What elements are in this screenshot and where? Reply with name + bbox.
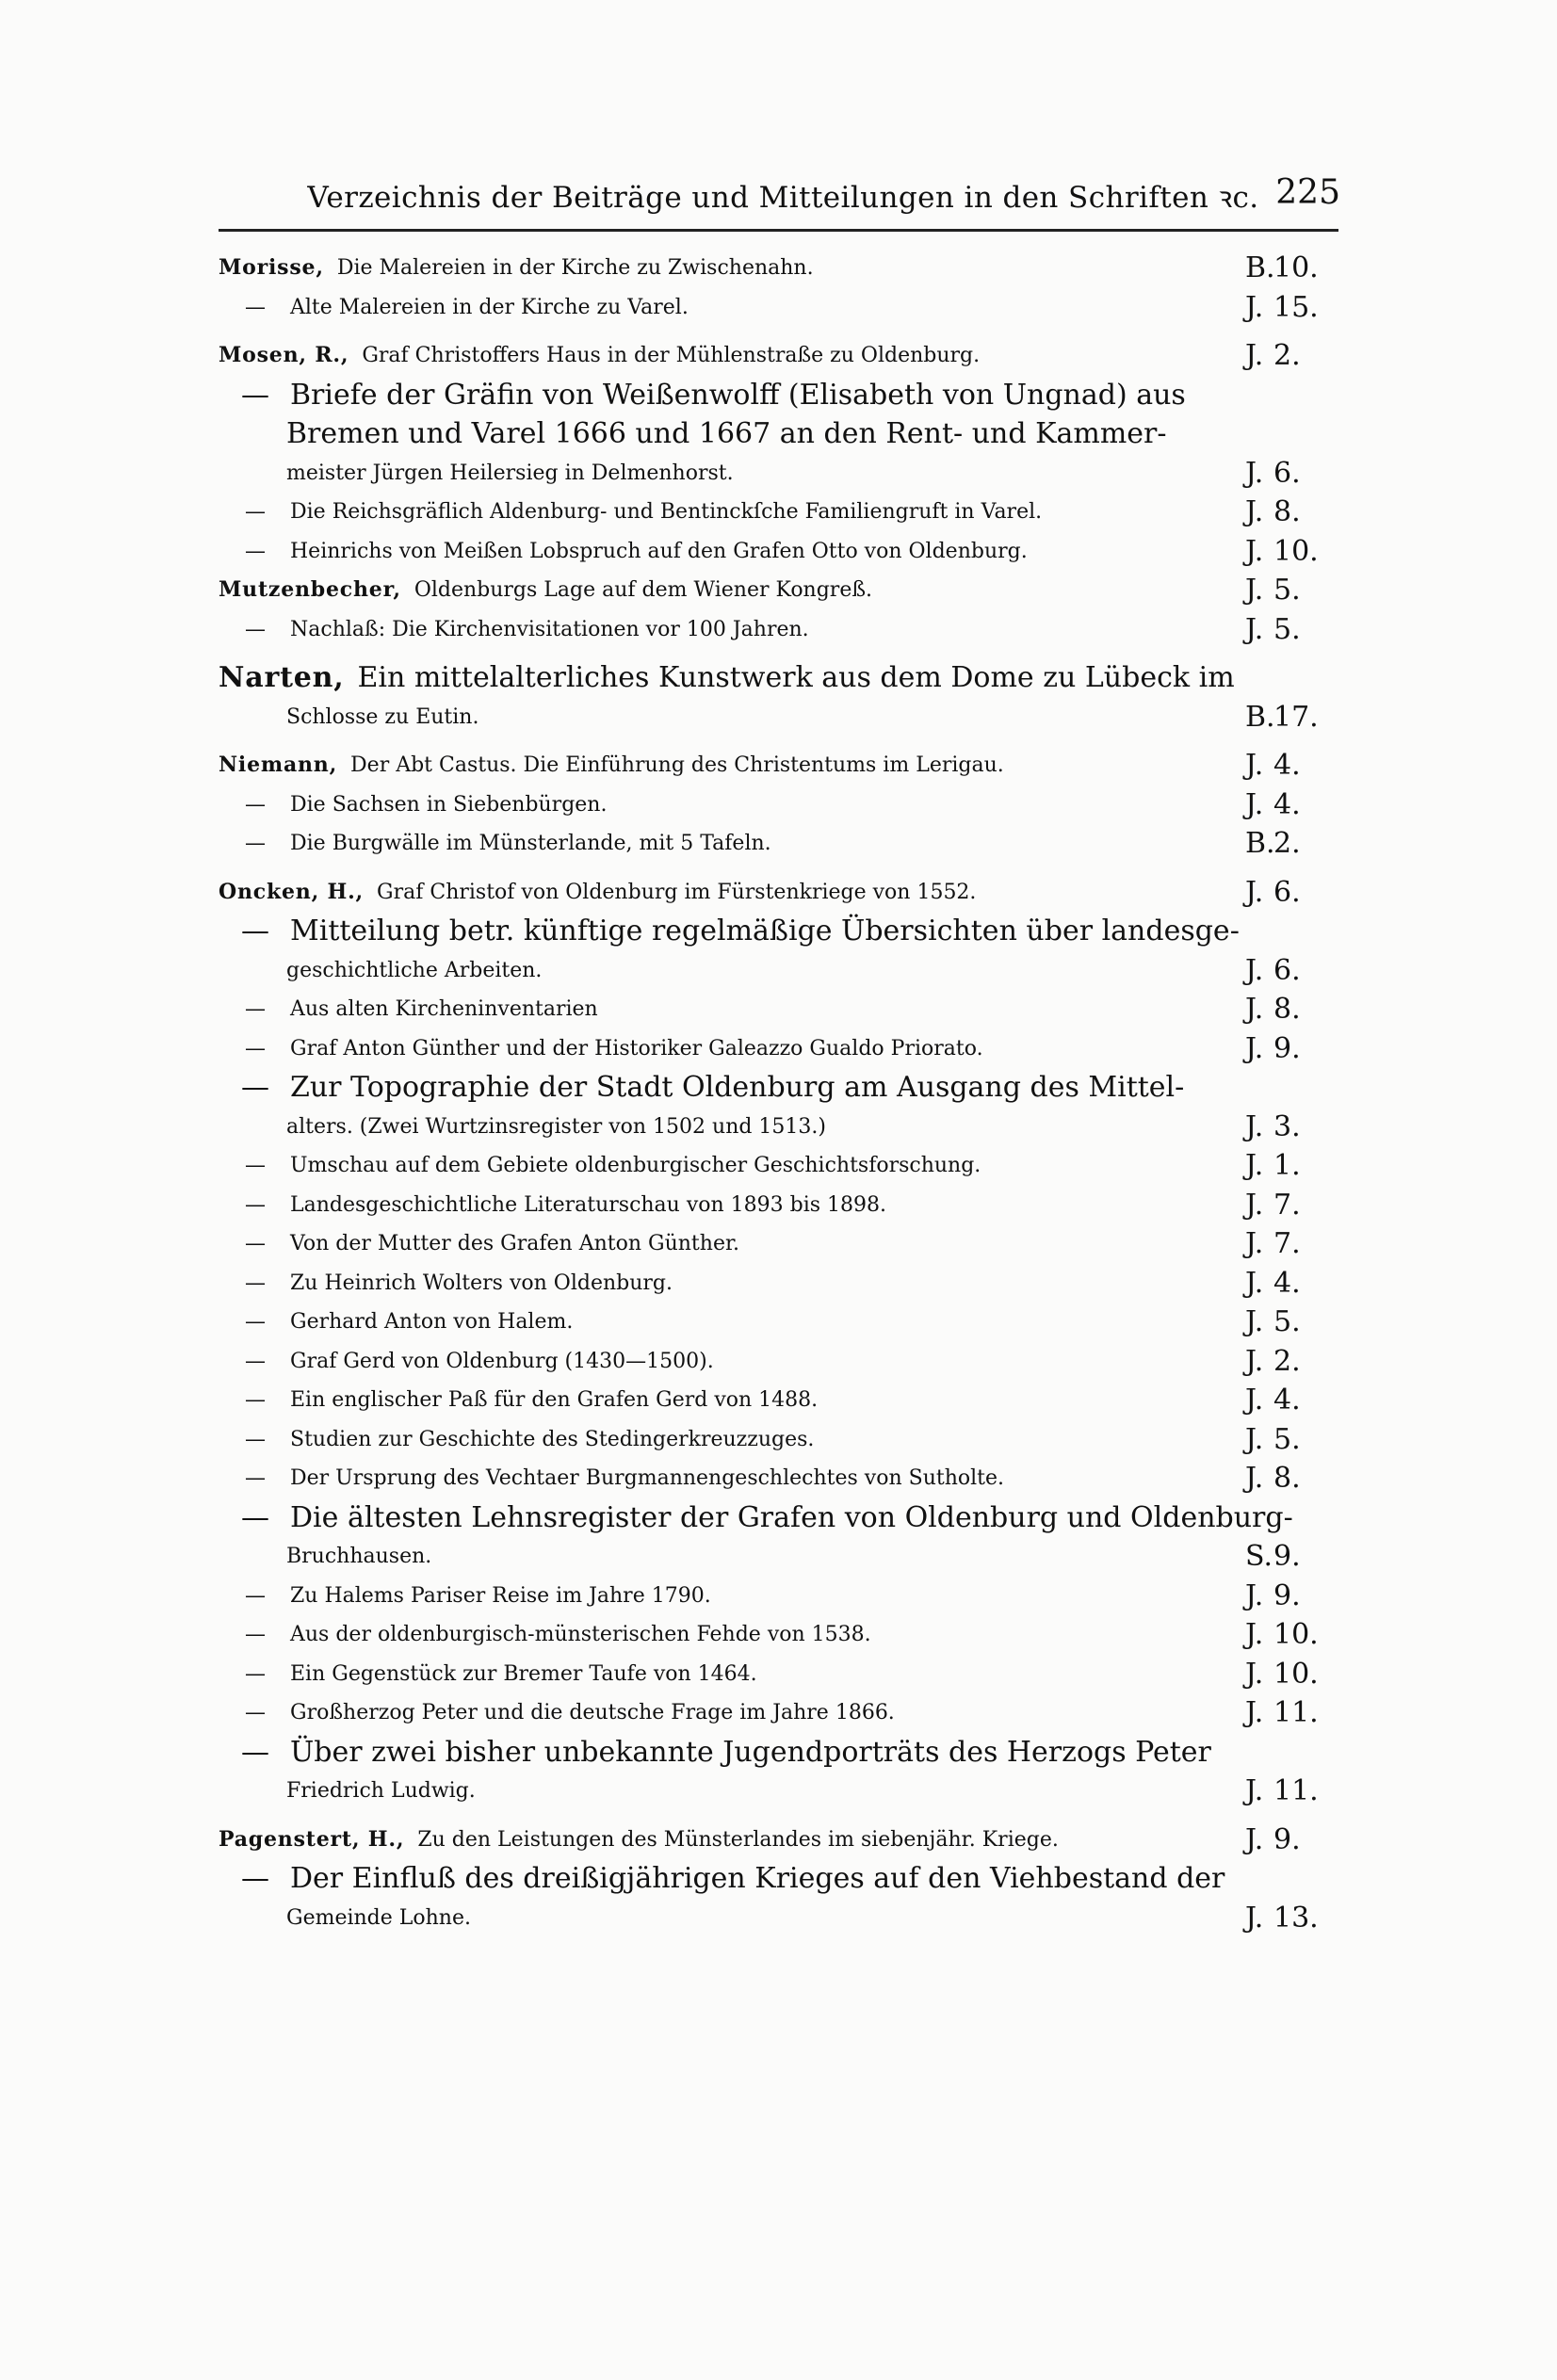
entry-volume: 8. bbox=[1273, 1462, 1301, 1495]
running-head bbox=[226, 170, 1340, 222]
entry-reference bbox=[1245, 571, 1339, 610]
entry-series: J. bbox=[1245, 574, 1264, 607]
entry-reference bbox=[1245, 1342, 1339, 1382]
list-item bbox=[219, 1342, 1335, 1382]
entry-title: Briefe der Gräfin von Weißenwolff (Elisabeth von Ungnad) aus bbox=[290, 378, 1186, 412]
entry-dash: — bbox=[245, 1232, 266, 1255]
entry-series: J. bbox=[1245, 1031, 1264, 1065]
entry-reference bbox=[1245, 1655, 1339, 1694]
entry-title: Graf Christoffers Haus in der Mühlenstraße zu Oldenburg. bbox=[362, 344, 981, 367]
entry-title: alters. (Zwei Wurtzinsregister von 1502 und 1513.) bbox=[286, 1114, 826, 1139]
entry-volume: 8. bbox=[1273, 495, 1301, 528]
entry-volume: 5. bbox=[1273, 1422, 1301, 1456]
entry-reference bbox=[1245, 1537, 1339, 1577]
entry-series: J. bbox=[1245, 875, 1264, 909]
entry-dash: — bbox=[241, 915, 269, 947]
list-item bbox=[219, 1655, 1335, 1694]
list-item bbox=[219, 1224, 1335, 1264]
list-item bbox=[219, 698, 1335, 737]
list-item bbox=[219, 1577, 1335, 1616]
list-item bbox=[219, 336, 1335, 376]
entry-volume: 6. bbox=[1273, 875, 1301, 909]
entry-series: J. bbox=[1245, 1579, 1264, 1612]
list-item bbox=[219, 1068, 1335, 1108]
entry-series: J. bbox=[1245, 456, 1264, 490]
entry-series: J. bbox=[1245, 1266, 1264, 1300]
entry-series: J. bbox=[1245, 787, 1264, 821]
entry-reference bbox=[1245, 1029, 1339, 1069]
entry-reference bbox=[1245, 785, 1339, 825]
entry-title: Bremen und Varel 1666 und 1667 an den Rent- und Kammer- bbox=[286, 417, 1167, 450]
list-item bbox=[219, 1264, 1335, 1303]
list-item bbox=[219, 1459, 1335, 1498]
entry-dash: — bbox=[241, 378, 269, 412]
entry-title: Zu Halems Pariser Reise im Jahre 1790. bbox=[290, 1583, 711, 1608]
entry-volume: 13. bbox=[1273, 1901, 1319, 1935]
entry-reference bbox=[1245, 1381, 1339, 1420]
list-item bbox=[219, 1498, 1335, 1538]
entry-title: Schlosse zu Eutin. bbox=[286, 704, 479, 729]
entry-volume: 1. bbox=[1273, 1149, 1301, 1182]
entry-dash: — bbox=[241, 1500, 269, 1534]
entry-volume: 7. bbox=[1273, 1227, 1301, 1260]
list-item bbox=[219, 1615, 1335, 1655]
entry-title: Umschau auf dem Gebiete oldenburgischer Geschichtsforschung. bbox=[290, 1154, 981, 1177]
entry-dash: — bbox=[245, 1388, 266, 1412]
bibliography-list bbox=[219, 249, 1335, 1937]
entry-series: J. bbox=[1245, 339, 1264, 372]
list-item bbox=[219, 1537, 1335, 1577]
entry-title: Zu Heinrich Wolters von Oldenburg. bbox=[290, 1271, 673, 1295]
list-item bbox=[219, 249, 1335, 288]
entry-volume: 10. bbox=[1273, 1657, 1319, 1691]
list-item bbox=[219, 288, 1335, 328]
entry-reference bbox=[1245, 1186, 1339, 1225]
entry-reference bbox=[1245, 1899, 1339, 1938]
entry-title: Alte Malereien in der Kirche zu Varel. bbox=[290, 295, 689, 319]
entry-dash: — bbox=[245, 539, 266, 563]
entry-volume: 9. bbox=[1273, 1822, 1301, 1856]
entry-dash: — bbox=[245, 617, 266, 641]
entry-title: Heinrichs von Meißen Lobspruch auf den Grafen Otto von Oldenburg. bbox=[290, 539, 1028, 563]
list-item bbox=[219, 1859, 1335, 1899]
entry-series: B. bbox=[1245, 700, 1275, 734]
entry-volume: 2. bbox=[1273, 1344, 1301, 1378]
entry-reference bbox=[1245, 824, 1339, 864]
entry-title: Ein mittelalterliches Kunstwerk aus dem Dome zu Lübeck im bbox=[357, 661, 1235, 694]
list-item bbox=[219, 1772, 1335, 1811]
entry-reference bbox=[1245, 610, 1339, 650]
list-item bbox=[219, 1899, 1335, 1938]
entry-title: Die ältesten Lehnsregister der Grafen von Oldenburg und Oldenburg- bbox=[290, 1500, 1293, 1534]
entry-reference bbox=[1245, 1146, 1339, 1186]
list-item bbox=[219, 1303, 1335, 1342]
list-item bbox=[219, 1420, 1335, 1460]
entry-series: J. bbox=[1245, 1696, 1264, 1729]
entry-volume: 4. bbox=[1273, 1266, 1301, 1300]
entry-series: J. bbox=[1245, 749, 1264, 782]
entry-title: Gerhard Anton von Halem. bbox=[290, 1310, 574, 1334]
entry-volume: 5. bbox=[1273, 574, 1301, 607]
entry-dash: — bbox=[245, 1036, 266, 1060]
entry-series: J. bbox=[1245, 495, 1264, 528]
list-item bbox=[219, 1108, 1335, 1147]
entry-dash: — bbox=[241, 1735, 269, 1769]
page-number: 225 bbox=[1275, 173, 1340, 212]
entry-series: J. bbox=[1245, 290, 1264, 324]
entry-title: Graf Christof von Oldenburg im Fürstenkriege von 1552. bbox=[377, 880, 977, 904]
list-item bbox=[219, 1381, 1335, 1420]
entry-title: Mitteilung betr. künftige regelmäßige Übersichten über landesge- bbox=[290, 915, 1240, 947]
entry-title: Zur Topographie der Stadt Oldenburg am Ausgang des Mittel- bbox=[290, 1071, 1185, 1104]
entry-dash: — bbox=[245, 1192, 266, 1217]
entry-series: J. bbox=[1245, 953, 1264, 987]
entry-title: Aus der oldenburgisch-münsterischen Fehde von 1538. bbox=[290, 1623, 871, 1646]
entry-title: meister Jürgen Heilersieg in Delmenhorst. bbox=[286, 461, 734, 485]
entry-series: B. bbox=[1245, 251, 1275, 284]
list-item bbox=[219, 571, 1335, 610]
entry-reference bbox=[1245, 1264, 1339, 1303]
entry-reference bbox=[1245, 1459, 1339, 1498]
entry-author: Morisse, bbox=[219, 255, 324, 280]
list-item bbox=[219, 1821, 1335, 1860]
entry-dash: — bbox=[241, 1071, 269, 1104]
list-item bbox=[219, 454, 1335, 494]
entry-dash: — bbox=[245, 1310, 266, 1334]
entry-volume: 4. bbox=[1273, 749, 1301, 782]
entry-volume: 9. bbox=[1273, 1540, 1301, 1573]
entry-dash: — bbox=[245, 1427, 266, 1451]
entry-reference bbox=[1245, 1224, 1339, 1264]
entry-volume: 9. bbox=[1273, 1579, 1301, 1612]
entry-dash: — bbox=[245, 1154, 266, 1177]
list-item bbox=[219, 824, 1335, 864]
entry-author: Pagenstert, H., bbox=[219, 1826, 405, 1852]
entry-reference bbox=[1245, 746, 1339, 785]
running-head-title: Verzeichnis der Beiträge und Mitteilungen in den Schriften ꝛc. bbox=[307, 181, 1259, 215]
entry-title: Die Reichsgräflich Aldenburg- und Bentinckſche Familiengruft in Varel. bbox=[290, 500, 1043, 524]
entry-reference bbox=[1245, 288, 1339, 328]
entry-title: Der Abt Castus. Die Einführung des Christentums im Lerigau. bbox=[350, 753, 1004, 777]
entry-author: Niemann, bbox=[219, 753, 338, 777]
entry-series: B. bbox=[1245, 827, 1275, 860]
entry-series: J. bbox=[1245, 1109, 1264, 1143]
entry-title: Aus alten Kircheninventarien bbox=[290, 997, 598, 1021]
header-rule bbox=[219, 229, 1338, 232]
list-item bbox=[219, 990, 1335, 1029]
entry-reference bbox=[1245, 873, 1339, 913]
entry-series: S. bbox=[1245, 1540, 1273, 1573]
entry-reference bbox=[1245, 698, 1339, 737]
entry-series: J. bbox=[1245, 612, 1264, 646]
entry-volume: 15. bbox=[1273, 290, 1319, 324]
list-item bbox=[219, 1693, 1335, 1733]
entry-volume: 6. bbox=[1273, 953, 1301, 987]
entry-author: Oncken, H., bbox=[219, 879, 365, 904]
entry-title: Bruchhausen. bbox=[286, 1545, 432, 1568]
entry-series: J. bbox=[1245, 534, 1264, 568]
list-item bbox=[219, 912, 1335, 951]
entry-reference bbox=[1245, 1615, 1339, 1655]
entry-title: Landesgeschichtliche Literaturschau von 1893 bis 1898. bbox=[290, 1192, 887, 1217]
entry-reference bbox=[1245, 951, 1339, 991]
entry-reference bbox=[1245, 1420, 1339, 1460]
entry-title: Zu den Leistungen des Münsterlandes im siebenjähr. Kriege. bbox=[417, 1827, 1059, 1852]
entry-volume: 4. bbox=[1273, 787, 1301, 821]
entry-series: J. bbox=[1245, 1384, 1264, 1417]
entry-reference bbox=[1245, 1303, 1339, 1342]
entry-dash: — bbox=[245, 792, 266, 817]
entry-volume: 17. bbox=[1273, 700, 1319, 734]
entry-title: Nachlaß: Die Kirchenvisitationen vor 100 Jahren. bbox=[290, 617, 809, 641]
list-item bbox=[219, 532, 1335, 572]
entry-series: J. bbox=[1245, 1422, 1264, 1456]
list-item bbox=[219, 873, 1335, 913]
entry-title: Graf Anton Günther und der Historiker Galeazzo Gualdo Priorato. bbox=[290, 1036, 983, 1060]
list-item bbox=[219, 658, 1335, 698]
entry-series: J. bbox=[1245, 1462, 1264, 1495]
entry-series: J. bbox=[1245, 1305, 1264, 1338]
entry-author: Narten, bbox=[219, 661, 345, 694]
entry-reference bbox=[1245, 249, 1339, 288]
entry-volume: 2. bbox=[1273, 339, 1301, 372]
entry-volume: 2. bbox=[1273, 827, 1301, 860]
entry-series: J. bbox=[1245, 1344, 1264, 1378]
entry-reference bbox=[1245, 493, 1339, 532]
entry-series: J. bbox=[1245, 1618, 1264, 1651]
entry-title: Friedrich Ludwig. bbox=[286, 1779, 476, 1803]
list-item bbox=[219, 376, 1335, 415]
list-item bbox=[219, 1186, 1335, 1225]
entry-volume: 8. bbox=[1273, 993, 1301, 1026]
entry-volume: 5. bbox=[1273, 1305, 1301, 1338]
entry-volume: 6. bbox=[1273, 456, 1301, 490]
list-item bbox=[219, 1146, 1335, 1186]
entry-title: Die Burgwälle im Münsterlande, mit 5 Tafeln. bbox=[290, 832, 771, 855]
list-item bbox=[219, 1029, 1335, 1069]
list-item bbox=[219, 610, 1335, 650]
entry-volume: 4. bbox=[1273, 1384, 1301, 1417]
entry-volume: 11. bbox=[1273, 1696, 1319, 1729]
entry-reference bbox=[1245, 990, 1339, 1029]
entry-title: Ein Gegenstück zur Bremer Taufe von 1464. bbox=[290, 1661, 757, 1686]
entry-volume: 10. bbox=[1273, 1618, 1319, 1651]
entry-author: Mutzenbecher, bbox=[219, 577, 401, 602]
entry-reference bbox=[1245, 454, 1339, 494]
list-item bbox=[219, 785, 1335, 825]
entry-series: J. bbox=[1245, 993, 1264, 1026]
entry-volume: 5. bbox=[1273, 612, 1301, 646]
entry-series: J. bbox=[1245, 1149, 1264, 1182]
entry-reference bbox=[1245, 1693, 1339, 1733]
entry-title: geschichtliche Arbeiten. bbox=[286, 958, 543, 982]
entry-dash: — bbox=[241, 1862, 269, 1895]
list-item bbox=[219, 493, 1335, 532]
entry-series: J. bbox=[1245, 1657, 1264, 1691]
entry-reference bbox=[1245, 532, 1339, 572]
entry-series: J. bbox=[1245, 1227, 1264, 1260]
entry-dash: — bbox=[245, 1701, 266, 1724]
entry-title: Großherzog Peter und die deutsche Frage im Jahre 1866. bbox=[290, 1701, 895, 1724]
entry-title: Studien zur Geschichte des Stedingerkreuzzuges. bbox=[290, 1427, 815, 1451]
entry-author: Mosen, R., bbox=[219, 343, 349, 367]
entry-volume: 11. bbox=[1273, 1774, 1319, 1807]
entry-dash: — bbox=[245, 1623, 266, 1646]
entry-volume: 10. bbox=[1273, 534, 1319, 568]
entry-dash: — bbox=[245, 295, 266, 319]
list-item bbox=[219, 951, 1335, 991]
entry-title: Graf Gerd von Oldenburg (1430—1500). bbox=[290, 1349, 714, 1373]
entry-dash: — bbox=[245, 997, 266, 1021]
entry-dash: — bbox=[245, 1466, 266, 1490]
entry-series: J. bbox=[1245, 1774, 1264, 1807]
list-item bbox=[219, 746, 1335, 785]
entry-reference bbox=[1245, 1772, 1339, 1811]
entry-reference bbox=[1245, 1821, 1339, 1860]
entry-title: Die Sachsen in Siebenbürgen. bbox=[290, 792, 608, 817]
list-item bbox=[219, 1733, 1335, 1773]
entry-title: Über zwei bisher unbekannte Jugendporträts des Herzogs Peter bbox=[290, 1735, 1211, 1769]
entry-series: J. bbox=[1245, 1822, 1264, 1856]
entry-volume: 3. bbox=[1273, 1109, 1301, 1143]
entry-reference bbox=[1245, 336, 1339, 376]
entry-dash: — bbox=[245, 832, 266, 855]
entry-reference bbox=[1245, 1108, 1339, 1147]
entry-dash: — bbox=[245, 1661, 266, 1686]
entry-dash: — bbox=[245, 1583, 266, 1608]
entry-dash: — bbox=[245, 1349, 266, 1373]
list-item bbox=[219, 414, 1335, 454]
entry-series: J. bbox=[1245, 1188, 1264, 1222]
entry-title: Oldenburgs Lage auf dem Wiener Kongreß. bbox=[414, 578, 873, 602]
entry-title: Der Ursprung des Vechtaer Burgmannengeschlechtes von Sutholte. bbox=[290, 1466, 1005, 1490]
entry-dash: — bbox=[245, 1271, 266, 1295]
entry-dash: — bbox=[245, 500, 266, 524]
entry-title: Der Einfluß des dreißigjährigen Krieges auf den Viehbestand der bbox=[290, 1862, 1225, 1895]
entry-title: Von der Mutter des Grafen Anton Günther. bbox=[290, 1232, 740, 1255]
entry-volume: 7. bbox=[1273, 1188, 1301, 1222]
entry-volume: 9. bbox=[1273, 1031, 1301, 1065]
entry-title: Die Malereien in der Kirche zu Zwischenahn. bbox=[336, 256, 814, 280]
entry-reference bbox=[1245, 1577, 1339, 1616]
entry-title: Ein englischer Paß für den Grafen Gerd von 1488. bbox=[290, 1388, 819, 1412]
entry-volume: 10. bbox=[1273, 251, 1319, 284]
entry-series: J. bbox=[1245, 1901, 1264, 1935]
entry-title: Gemeinde Lohne. bbox=[286, 1905, 471, 1930]
